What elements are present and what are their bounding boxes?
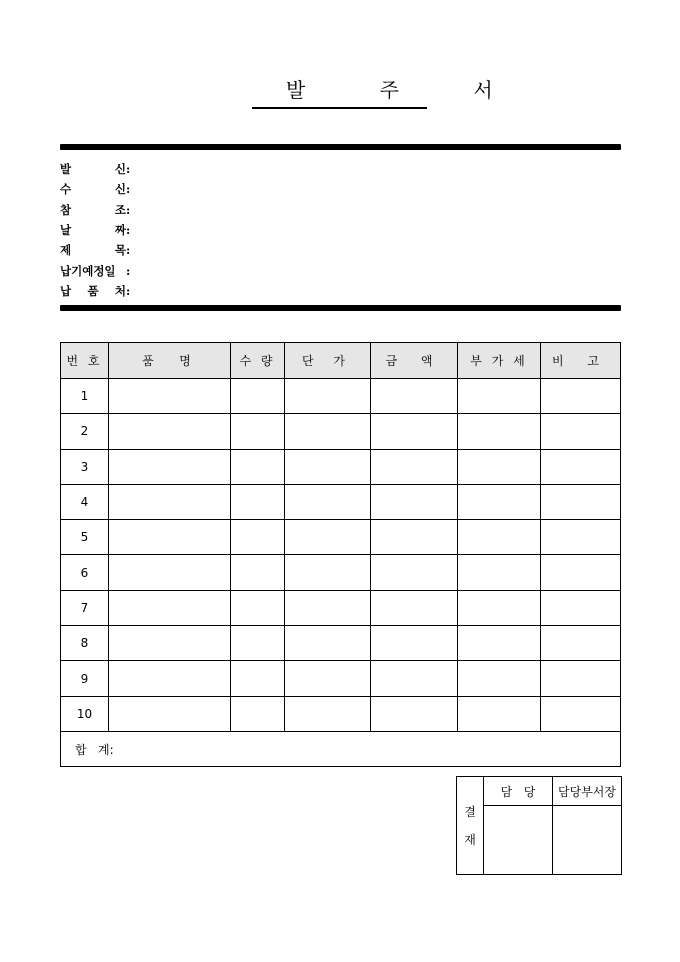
field-reference: 참 조 :: [60, 202, 131, 217]
approval-header-manager: 담당부서장: [553, 777, 622, 806]
table-cell[interactable]: [371, 379, 458, 414]
approval-sign-staff[interactable]: [484, 806, 553, 875]
row-number-cell: 6: [61, 555, 109, 590]
table-row: [61, 555, 621, 590]
table-cell[interactable]: [109, 520, 231, 555]
table-cell[interactable]: [541, 555, 621, 590]
table-cell[interactable]: [231, 661, 285, 696]
field-label: 제 목: [60, 243, 126, 258]
table-cell[interactable]: [541, 696, 621, 731]
table-body: [61, 379, 621, 732]
table-cell[interactable]: [541, 590, 621, 625]
table-cell[interactable]: [371, 555, 458, 590]
field-label: 납 품 처: [60, 283, 126, 298]
approval-box: [456, 776, 622, 875]
table-cell[interactable]: [541, 414, 621, 449]
table-cell[interactable]: [285, 696, 371, 731]
table-cell[interactable]: [541, 626, 621, 661]
header-amount: 금 액: [371, 343, 458, 379]
table-cell[interactable]: [285, 590, 371, 625]
field-due-date: 납기예정일 :: [60, 263, 131, 278]
total-label[interactable]: 합 계:: [61, 731, 621, 766]
table-cell[interactable]: [458, 661, 541, 696]
table-cell[interactable]: [541, 379, 621, 414]
field-label: 날 짜: [60, 223, 126, 238]
header-quantity: 수 량: [231, 343, 285, 379]
table-header-row: [61, 343, 621, 379]
table-cell[interactable]: [231, 555, 285, 590]
approval-sign-manager[interactable]: [553, 806, 622, 875]
table-cell[interactable]: [109, 661, 231, 696]
header-unit-price: 단 가: [285, 343, 371, 379]
row-number-cell: 9: [61, 661, 109, 696]
title-underline: [252, 107, 427, 109]
table-cell[interactable]: [109, 590, 231, 625]
row-number-cell: 1: [61, 379, 109, 414]
order-items-table: [60, 342, 621, 767]
table-cell[interactable]: [231, 414, 285, 449]
table-cell[interactable]: [371, 626, 458, 661]
table-cell[interactable]: [541, 484, 621, 519]
approval-side-label-top: 결: [464, 804, 476, 819]
table-cell[interactable]: [458, 414, 541, 449]
approval-side-label: [457, 777, 484, 875]
table-row: [61, 414, 621, 449]
table-cell[interactable]: [109, 555, 231, 590]
table-cell[interactable]: [109, 696, 231, 731]
table-cell[interactable]: [285, 555, 371, 590]
field-label: 발 신: [60, 162, 126, 177]
table-cell[interactable]: [285, 661, 371, 696]
table-cell[interactable]: [109, 626, 231, 661]
table-cell[interactable]: [458, 449, 541, 484]
table-row: [61, 484, 621, 519]
document-title-block: [252, 76, 527, 104]
field-date: 날 짜 :: [60, 223, 131, 238]
bottom-rule: [60, 305, 621, 311]
table-row: [61, 379, 621, 414]
table-row: [61, 590, 621, 625]
table-cell[interactable]: [231, 520, 285, 555]
table-cell[interactable]: [541, 661, 621, 696]
document-title: 발 주 서: [286, 78, 527, 102]
header-note: 비 고: [541, 343, 621, 379]
table-cell[interactable]: [541, 520, 621, 555]
table-row: [61, 449, 621, 484]
table-cell[interactable]: [231, 449, 285, 484]
table-cell[interactable]: [231, 379, 285, 414]
table-cell[interactable]: [285, 379, 371, 414]
table-cell[interactable]: [109, 484, 231, 519]
table-cell[interactable]: [371, 449, 458, 484]
field-subject: 제 목 :: [60, 243, 131, 258]
field-recipient: 수 신 :: [60, 182, 131, 197]
table-cell[interactable]: [285, 414, 371, 449]
table-cell[interactable]: [371, 696, 458, 731]
table-cell[interactable]: [285, 449, 371, 484]
table-cell[interactable]: [371, 414, 458, 449]
table-cell[interactable]: [109, 449, 231, 484]
row-number-cell: 2: [61, 414, 109, 449]
row-number-cell: 5: [61, 520, 109, 555]
table-cell[interactable]: [231, 590, 285, 625]
field-label: 수 신: [60, 182, 126, 197]
table-cell[interactable]: [541, 449, 621, 484]
top-rule: [60, 144, 621, 150]
approval-header-staff: 담 당: [484, 777, 553, 806]
table-row: [61, 661, 621, 696]
table-cell[interactable]: [458, 484, 541, 519]
header-fields: [60, 159, 132, 301]
row-number-cell: 10: [61, 696, 109, 731]
header-vat: 부 가 세: [458, 343, 541, 379]
row-number-cell: 4: [61, 484, 109, 519]
table-cell[interactable]: [371, 661, 458, 696]
field-sender: 발 신 :: [60, 162, 131, 177]
field-label: 참 조: [60, 202, 126, 217]
table-cell[interactable]: [458, 379, 541, 414]
row-number-cell: 7: [61, 590, 109, 625]
table-cell[interactable]: [371, 484, 458, 519]
total-row: [61, 731, 621, 766]
table-cell[interactable]: [231, 626, 285, 661]
table-cell[interactable]: [458, 520, 541, 555]
table-cell[interactable]: [458, 590, 541, 625]
table-cell[interactable]: [285, 484, 371, 519]
table-row: [61, 696, 621, 731]
table-row: [61, 626, 621, 661]
table-cell[interactable]: [231, 484, 285, 519]
field-label: 납기예정일: [60, 263, 116, 278]
table-cell[interactable]: [371, 520, 458, 555]
approval-side-label-bottom: 재: [464, 832, 476, 847]
table-cell[interactable]: [109, 414, 231, 449]
table-cell[interactable]: [371, 590, 458, 625]
table-cell[interactable]: [458, 555, 541, 590]
row-number-cell: 3: [61, 449, 109, 484]
table-cell[interactable]: [109, 379, 231, 414]
table-cell[interactable]: [231, 696, 285, 731]
table-cell[interactable]: [285, 626, 371, 661]
field-delivery-place: 납 품 처 :: [60, 283, 131, 298]
row-number-cell: 8: [61, 626, 109, 661]
table-row: [61, 520, 621, 555]
table-cell[interactable]: [285, 520, 371, 555]
table-cell[interactable]: [458, 626, 541, 661]
table-cell[interactable]: [458, 696, 541, 731]
header-item-name: 품 명: [109, 343, 231, 379]
header-number: 번 호: [61, 343, 109, 379]
